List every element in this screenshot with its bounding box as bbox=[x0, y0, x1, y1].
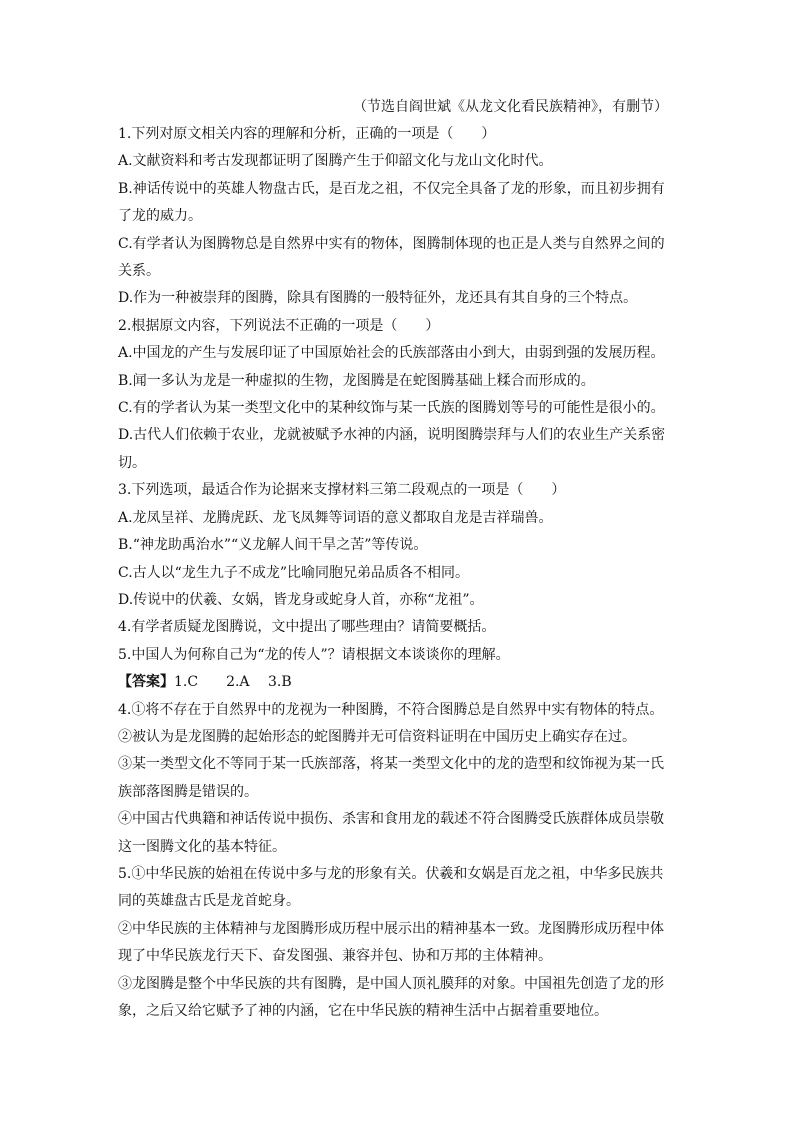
question-3-option-c: C.古人以“龙生九子不成龙”比喻同胞兄弟品质各不相同。 bbox=[118, 564, 469, 581]
question-2-stem: 2.根据原文内容，下列说法不正确的一项是（ ） bbox=[118, 317, 440, 334]
question-5-stem: 5.中国人为何称自己为“龙的传人”？请根据文本谈谈你的理解。 bbox=[118, 646, 510, 663]
question-content bbox=[118, 121, 678, 1025]
question-1-stem: 1.下列对原文相关内容的理解和分析，正确的一项是（ ） bbox=[118, 126, 496, 142]
question-1-option-b-cont: 了龙的威力。 bbox=[118, 208, 202, 225]
answer-4-point-4-cont: 这一图腾文化的基本特征。 bbox=[118, 838, 286, 855]
question-1-option-c: C.有学者认为图腾物总是自然界中实有的物体，图腾制体现的也正是人类与自然界之间的 bbox=[118, 235, 665, 252]
answer-5-point-2: ②中华民族的主体精神与龙图腾形成历程中展示出的精神基本一致。龙图腾形成历程中体 bbox=[118, 920, 664, 937]
question-2-option-b: B.闻一多认为龙是一种虚拟的生物，龙图腾是在蛇图腾基础上糅合而形成的。 bbox=[118, 372, 595, 389]
answer-5-point-3-cont: 象，之后又给它赋予了神的内涵，它在中华民族的精神生活中占据着重要地位。 bbox=[118, 1003, 608, 1019]
question-3-option-a: A.龙凤呈祥、龙腾虎跃、龙飞凤舞等词语的意义都取自龙是吉祥瑞兽。 bbox=[118, 509, 553, 526]
question-2-option-d: D.古代人们依赖于农业，龙就被赋予水神的内涵，说明图腾崇拜与人们的农业生产关系密 bbox=[118, 427, 666, 444]
question-1-option-b: B.神话传说中的英雄人物盘古氏，是百龙之祖，不仅完全具备了龙的形象，而且初步拥有 bbox=[118, 180, 665, 197]
answer-5-point-2-cont: 现了中华民族龙行天下、奋发图强、兼容并包、协和万邦的主体精神。 bbox=[118, 948, 552, 965]
question-3-option-d: D.传说中的伏羲、女娲，皆龙身或蛇身人首，亦称“龙祖”。 bbox=[118, 591, 484, 608]
answer-line bbox=[118, 669, 678, 696]
answer-choices: 1.C 2.A 3.B bbox=[174, 674, 292, 691]
answer-4-point-3: ③某一类型文化不等同于某一氏族部落，将某一类型文化中的龙的造型和纹饰视为某一氏 bbox=[118, 756, 664, 773]
answer-4-point-2: ②被认为是龙图腾的起始形态的蛇图腾并无可信资料证明在中国历史上确实存在过。 bbox=[118, 728, 636, 745]
question-1-option-c-cont: 关系。 bbox=[118, 263, 160, 280]
question-2-option-a: A.中国龙的产生与发展印证了中国原始社会的氏族部落由小到大，由弱到强的发展历程。 bbox=[118, 345, 665, 362]
question-2-option-d-cont: 切。 bbox=[118, 454, 146, 471]
answer-4-point-1: 4.①将不存在于自然界中的龙视为一种图腾，不符合图腾总是自然界中实有物体的特点。 bbox=[118, 701, 664, 718]
answer-5-point-1: 5.①中华民族的始祖在传说中多与龙的形象有关。伏羲和女娲是百龙之祖，中华多民族共 bbox=[118, 865, 664, 882]
answer-label: 【答案】 bbox=[118, 674, 174, 691]
answer-4-point-4: ④中国古代典籍和神话传说中损伤、杀害和食用龙的载述不符合图腾受氏族群体成员崇敬 bbox=[118, 811, 664, 828]
question-3-option-b: B.“神龙助禹治水”“义龙解人间干旱之苦”等传说。 bbox=[118, 537, 428, 554]
question-1-option-a: A.文献资料和考古发现都证明了图腾产生于仰韶文化与龙山文化时代。 bbox=[118, 153, 553, 170]
question-4-stem: 4.有学者质疑龙图腾说，文中提出了哪些理由？请简要概括。 bbox=[118, 619, 496, 636]
answer-5-point-1-cont: 同的英雄盘古氏是龙首蛇身。 bbox=[118, 893, 300, 910]
answer-4-point-3-cont: 族部落图腾是错误的。 bbox=[118, 783, 258, 800]
question-3-stem: 3.下列选项，最适合作为论据来支撑材料三第二段观点的一项是（ ） bbox=[118, 482, 566, 499]
source-citation: （节选自阎世斌《从龙文化看民族精神》，有删节） bbox=[353, 99, 668, 115]
question-1-option-d: D.作为一种被崇拜的图腾，除具有图腾的一般特征外，龙还具有其自身的三个特点。 bbox=[118, 290, 638, 307]
answer-5-point-3: ③龙图腾是整个中华民族的共有图腾，是中国人顶礼膜拜的对象。中国祖先创造了龙的形 bbox=[118, 975, 664, 992]
question-2-option-c: C.有的学者认为某一类型文化中的某种纹饰与某一氏族的图腾划等号的可能性是很小的。 bbox=[118, 400, 665, 417]
